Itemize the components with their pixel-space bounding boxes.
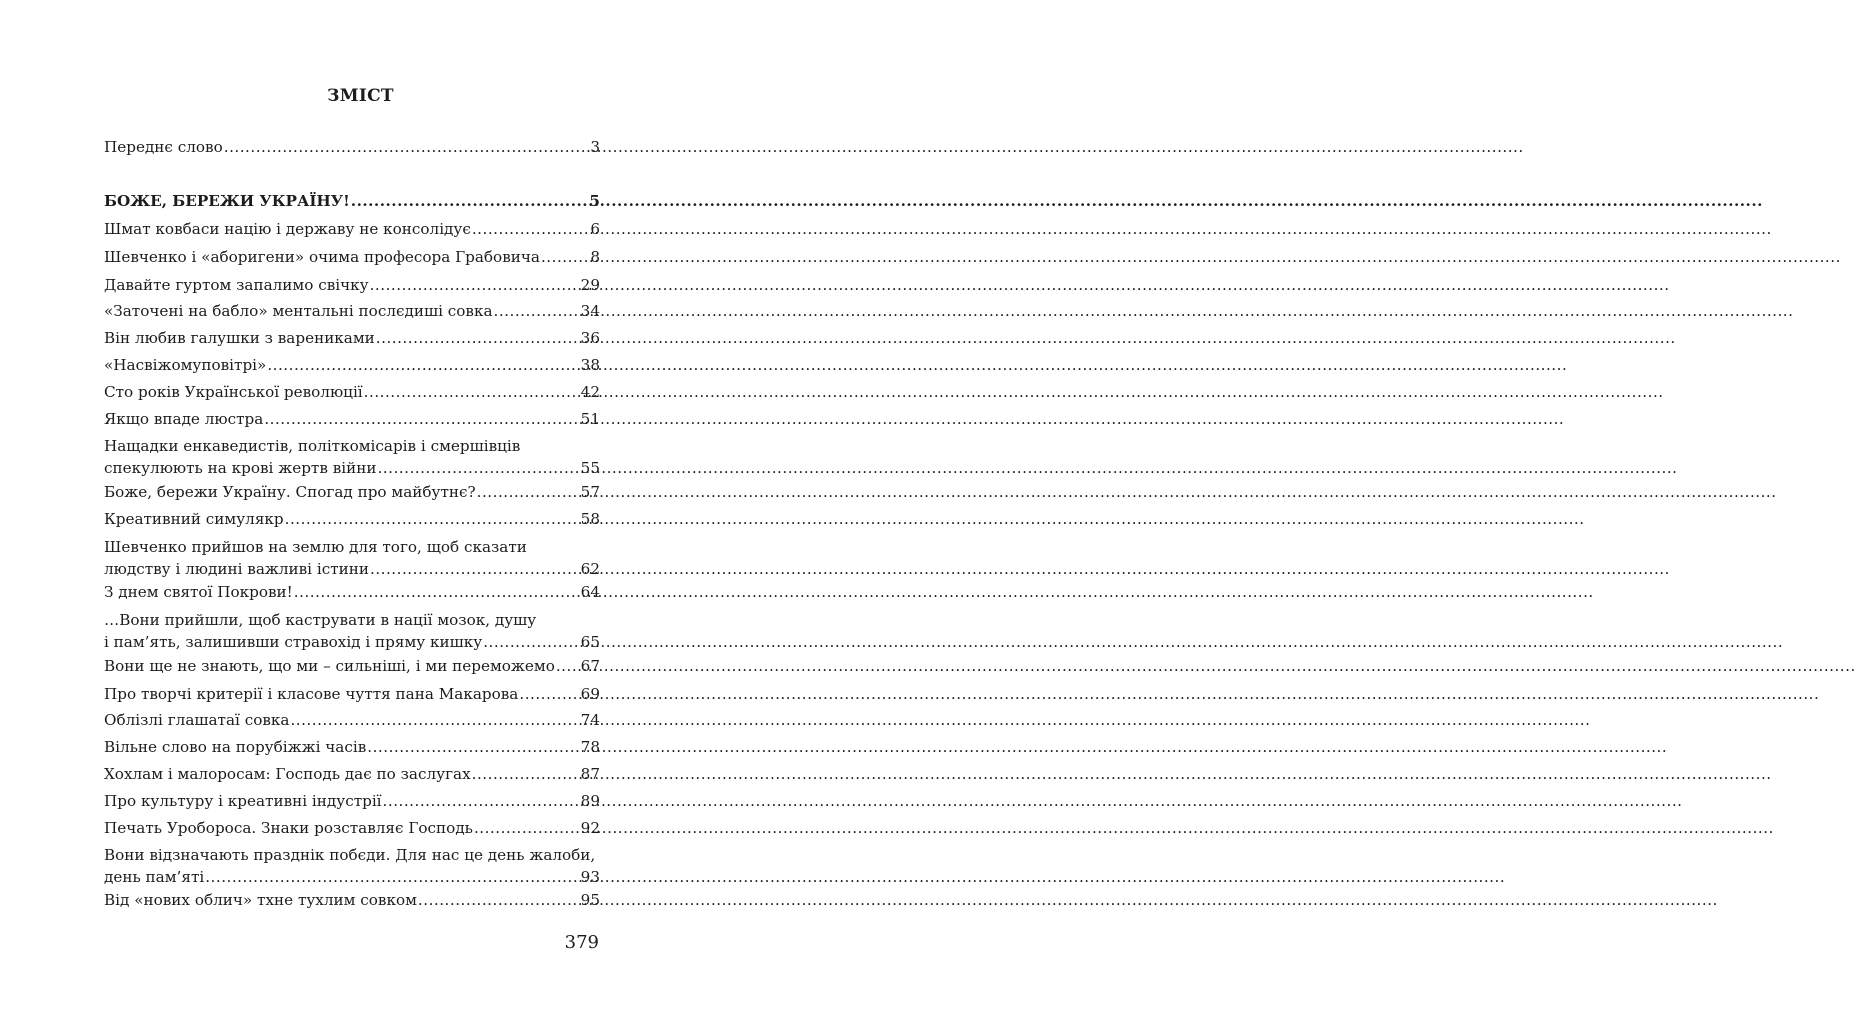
dot-leader bbox=[267, 354, 579, 376]
toc-entry-page: 42 bbox=[580, 383, 600, 401]
toc-entry-page: 93 bbox=[580, 868, 600, 886]
toc-entry-page: 67 bbox=[580, 657, 600, 675]
toc-entry[interactable] bbox=[104, 300, 600, 322]
toc-entry-title: і пам’ять, залишивши стравохід і пряму кишку bbox=[104, 633, 483, 651]
toc-entry-page: 62 bbox=[580, 560, 600, 578]
dot-leader bbox=[367, 736, 579, 758]
dot-leader bbox=[494, 300, 580, 322]
dot-leader bbox=[376, 327, 580, 349]
toc-entry-page: 65 bbox=[580, 633, 600, 651]
dot-leader bbox=[377, 457, 579, 479]
toc-entry-title: Від «нових облич» тхне тухлим совком bbox=[104, 891, 417, 909]
dot-leader bbox=[205, 866, 579, 888]
toc-entry-title: «Насвіжомуповітрі» bbox=[104, 356, 267, 374]
dot-leader bbox=[472, 763, 580, 785]
toc-entry-page: 38 bbox=[580, 356, 600, 374]
toc-entry[interactable] bbox=[104, 736, 600, 758]
toc-entry-title: Він любив галушки з варениками bbox=[104, 329, 375, 347]
toc-entry-title-line1: Вони відзначають празднік побєди. Для нас це день жалоби, bbox=[104, 846, 596, 864]
toc-entry[interactable] bbox=[104, 790, 600, 812]
toc-entry-page: 74 bbox=[580, 711, 600, 729]
toc-entry-page: 78 bbox=[580, 738, 600, 756]
toc-entry[interactable] bbox=[104, 190, 600, 212]
dot-leader bbox=[383, 790, 580, 812]
toc-entry[interactable] bbox=[104, 581, 600, 603]
dot-leader bbox=[224, 136, 590, 158]
dot-leader bbox=[285, 508, 580, 530]
toc-entry-page: 3 bbox=[590, 138, 600, 156]
toc-entry-title: Шмат ковбаси націю і державу не консолідує bbox=[104, 220, 471, 238]
dot-leader bbox=[474, 817, 580, 839]
toc-entry-page: 5 bbox=[589, 192, 600, 210]
table-of-contents bbox=[104, 0, 600, 1024]
toc-entry-title: «Заточені на бабло» ментальні послєдиші совка bbox=[104, 302, 493, 320]
toc-entry-title: людству і людині важливі істини bbox=[104, 560, 369, 578]
toc-entry[interactable] bbox=[104, 763, 600, 785]
toc-entry-page: 58 bbox=[580, 510, 600, 528]
dot-leader bbox=[364, 381, 580, 403]
toc-entry[interactable] bbox=[104, 709, 600, 731]
toc-entry-title: Печать Уробороса. Знаки розставляє Господь bbox=[104, 819, 473, 837]
toc-entry-title: Про творчі критерії і класове чуття пана Макарова bbox=[104, 685, 519, 703]
toc-entry-page: 92 bbox=[580, 819, 600, 837]
toc-entry[interactable] bbox=[104, 274, 600, 296]
toc-entry-title: Хохлам і малоросам: Господь дає по заслугах bbox=[104, 765, 471, 783]
toc-entry[interactable] bbox=[104, 218, 600, 240]
toc-entry[interactable] bbox=[104, 435, 600, 479]
dot-leader bbox=[294, 581, 580, 603]
toc-entry-page: 6 bbox=[590, 220, 600, 238]
toc-entry-title: Облізлі глашатаї совка bbox=[104, 711, 290, 729]
toc-entry-page: 29 bbox=[580, 276, 600, 294]
dot-leader bbox=[264, 408, 579, 430]
toc-entry-page: 64 bbox=[580, 583, 600, 601]
toc-entry-title: спекулюють на крові жертв війни bbox=[104, 459, 377, 477]
toc-entry-page: 69 bbox=[580, 685, 600, 703]
page-title: ЗМІСТ bbox=[327, 86, 394, 106]
dot-leader bbox=[556, 655, 580, 677]
toc-entry-title: Боже, бережи Україну. Спогад про майбутнє? bbox=[104, 483, 476, 501]
dot-leader bbox=[472, 218, 589, 240]
toc-entry[interactable] bbox=[104, 381, 600, 403]
toc-entry-title: Якщо впаде люстра bbox=[104, 410, 264, 428]
dot-leader bbox=[519, 683, 579, 705]
toc-entry-title: Переднє слово bbox=[104, 138, 223, 156]
toc-entry-title: Вільне слово на порубіжжі часів bbox=[104, 738, 367, 756]
toc-entry-title-line1: …Вони прийшли, щоб каструвати в нації мозок, душу bbox=[104, 611, 537, 629]
toc-entry-page: 87 bbox=[580, 765, 600, 783]
dot-leader bbox=[370, 558, 580, 580]
dot-leader bbox=[290, 709, 579, 731]
toc-entry[interactable] bbox=[104, 536, 600, 580]
toc-entry-title-line1: Нащадки енкаведистів, політкомісарів і смершівців bbox=[104, 437, 521, 455]
toc-entry-title: Сто років Української революції bbox=[104, 383, 363, 401]
toc-entry-page: 89 bbox=[580, 792, 600, 810]
toc-entry-page: 55 bbox=[580, 459, 600, 477]
toc-entry[interactable] bbox=[104, 683, 600, 705]
toc-entry-title: день пам’яті bbox=[104, 868, 205, 886]
dot-leader bbox=[483, 631, 579, 653]
dot-leader bbox=[418, 889, 580, 911]
toc-entry[interactable] bbox=[104, 609, 600, 653]
toc-entry[interactable] bbox=[104, 508, 600, 530]
dot-leader bbox=[477, 481, 580, 503]
book-page bbox=[0, 0, 721, 1024]
toc-entry[interactable] bbox=[104, 354, 600, 376]
toc-entry-page: 51 bbox=[580, 410, 600, 428]
toc-entry-title: Про культуру і креативні індустрії bbox=[104, 792, 382, 810]
toc-entry[interactable] bbox=[104, 889, 600, 911]
toc-entry[interactable] bbox=[104, 246, 600, 268]
toc-entry-page: 36 bbox=[580, 329, 600, 347]
toc-entry-title: Креативний симулякр bbox=[104, 510, 284, 528]
toc-entry-page: 95 bbox=[580, 891, 600, 909]
toc-entry-title: З днем святої Покрови! bbox=[104, 583, 293, 601]
toc-entry[interactable] bbox=[104, 327, 600, 349]
toc-entry[interactable] bbox=[104, 844, 600, 888]
toc-entry-title: БОЖЕ, БЕРЕЖИ УКРАЇНУ! bbox=[104, 192, 350, 210]
toc-entry-title: Шевченко і «аборигени» очима професора Грабовича bbox=[104, 248, 540, 266]
toc-entry[interactable] bbox=[104, 136, 600, 158]
dot-leader bbox=[370, 274, 580, 296]
toc-entry-page: 57 bbox=[580, 483, 600, 501]
toc-entry-title: Вони ще не знають, що ми – сильніші, і ми переможемо bbox=[104, 657, 555, 675]
toc-entry-title-line1: Шевченко прийшов на землю для того, щоб сказати bbox=[104, 538, 527, 556]
toc-entry[interactable] bbox=[104, 481, 600, 503]
dot-leader bbox=[351, 190, 589, 212]
toc-entry[interactable] bbox=[104, 817, 600, 839]
toc-entry-page: 34 bbox=[580, 302, 600, 320]
toc-entry-title: Давайте гуртом запалимо свічку bbox=[104, 276, 369, 294]
toc-entry[interactable] bbox=[104, 408, 600, 430]
toc-entry[interactable] bbox=[104, 655, 600, 677]
toc-entry-page: 8 bbox=[590, 248, 600, 266]
page-number: 379 bbox=[564, 932, 599, 953]
dot-leader bbox=[541, 246, 589, 268]
